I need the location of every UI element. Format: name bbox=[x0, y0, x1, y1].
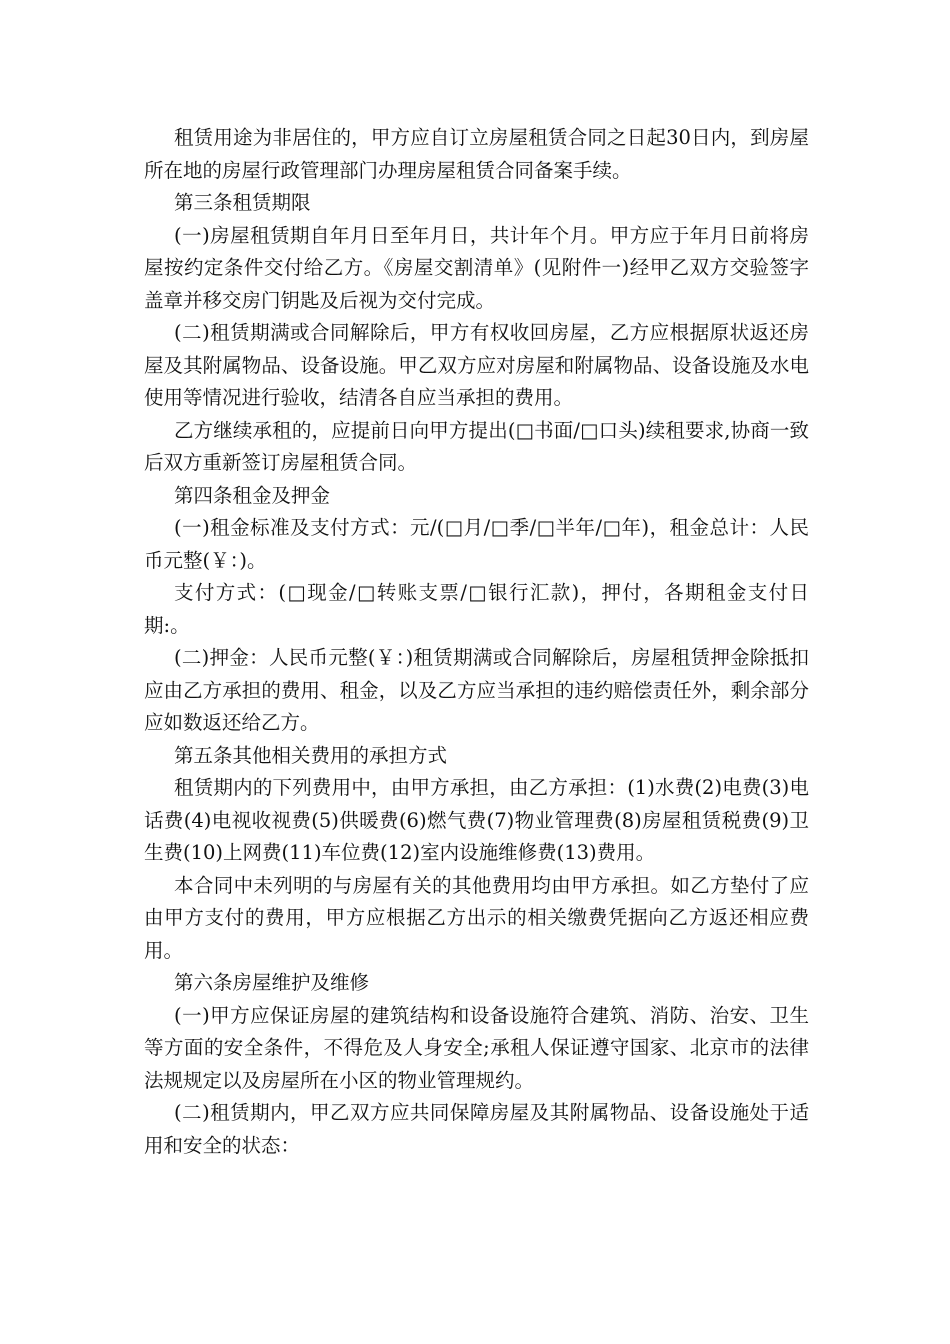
section-heading-article-6: 第六条房屋维护及维修 bbox=[174, 971, 370, 994]
paragraph-maintenance-duty: (二)租赁期内，甲乙双方应共同保障房屋及其附属物品、设备设施处于适用和安全的状态： bbox=[144, 1101, 809, 1157]
paragraph-other-fees: 本合同中未列明的与房屋有关的其他费用均由甲方承担。如乙方垫付了应由甲方支付的费用，甲方应根据乙方出示的相关缴费凭据向乙方返还相应费用。 bbox=[144, 873, 809, 962]
paragraph-payment-method: 支付方式：(□现金/□转账支票/□银行汇款)，押付，各期租金支付日期:。 bbox=[144, 581, 809, 637]
paragraph-deposit: (二)押金：人民币元整(￥：)租赁期满或合同解除后，房屋租赁押金除抵扣应由乙方承担的费用、租金，以及乙方应当承担的违约赔偿责任外，剩余部分应如数返还给乙方。 bbox=[144, 646, 809, 734]
document-page bbox=[144, 122, 809, 1162]
paragraph-lease-term: (一)房屋租赁期自年月日至年月日，共计年个月。甲方应于年月日前将房屋按约定条件交付给乙方。《房屋交割清单》(见附件一)经甲乙双方交验签字盖章并移交房门钥匙及后视为交付完成。 bbox=[144, 223, 809, 312]
paragraph-lease-expiry: (二)租赁期满或合同解除后，甲方有权收回房屋，乙方应根据原状返还房屋及其附属物品、设备设施。甲乙双方应对房屋和附属物品、设备设施及水电使用等情况进行验收，结清各自应当承担的费用。 bbox=[144, 321, 809, 409]
paragraph-rent-standard: (一)租金标准及支付方式：元/(□月/□季/□半年/□年)，租金总计：人民币元整(￥：)。 bbox=[144, 516, 809, 572]
paragraph-fees-list: 租赁期内的下列费用中，由甲方承担，由乙方承担：(1)水费(2)电费(3)电话费(4)电视收视费(5)供暖费(6)燃气费(7)物业管理费(8)房屋租赁税费(9)卫生费(10)上网费(11)车位费(12)室内设施维修费(13)费用。 bbox=[144, 776, 809, 864]
section-heading-article-3: 第三条租赁期限 bbox=[174, 191, 311, 214]
paragraph-safety-conditions: (一)甲方应保证房屋的建筑结构和设备设施符合建筑、消防、治安、卫生等方面的安全条件，不得危及人身安全;承租人保证遵守国家、北京市的法律法规规定以及房屋所在小区的物业管理规约。 bbox=[144, 1003, 809, 1092]
paragraph-lease-renewal: 乙方继续承租的，应提前日向甲方提出(□书面/□口头)续租要求,协商一致后双方重新签订房屋租赁合同。 bbox=[144, 418, 809, 474]
paragraph-filing-procedure: 租赁用途为非居住的，甲方应自订立房屋租赁合同之日起30日内，到房屋所在地的房屋行政管理部门办理房屋租赁合同备案手续。 bbox=[144, 126, 809, 182]
section-heading-article-4: 第四条租金及押金 bbox=[174, 483, 331, 507]
section-heading-article-5: 第五条其他相关费用的承担方式 bbox=[174, 743, 448, 767]
